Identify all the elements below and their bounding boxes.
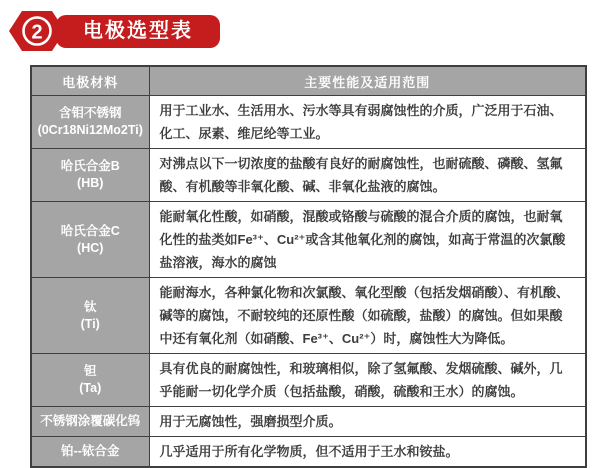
description-cell: 几乎适用于所有化学物质，但不适用于王水和铵盐。: [149, 437, 586, 468]
material-code: (HC): [77, 240, 104, 255]
page-header: [0, 0, 600, 54]
material-name: 不锈钢涂覆碳化钨: [40, 414, 141, 428]
material-name: 铂--铱合金: [61, 444, 120, 458]
material-cell: [31, 407, 149, 437]
material-cell: [31, 354, 149, 407]
table-row: [31, 96, 586, 149]
table-row: [31, 354, 586, 407]
electrode-selection-table: [30, 65, 587, 468]
table-row: [31, 149, 586, 202]
material-name: 哈氏合金C: [60, 223, 120, 238]
material-code: (0Cr18Ni12Mo2Ti): [37, 123, 143, 137]
badge-number: 2: [31, 21, 43, 44]
table-header-row: [31, 66, 586, 96]
table-row: [31, 278, 586, 354]
material-code: (Ta): [79, 381, 102, 395]
step-number-badge-icon: [8, 9, 66, 53]
material-code: (HB): [77, 176, 104, 190]
material-cell: [31, 149, 149, 202]
table-row: [31, 407, 586, 437]
material-cell: [31, 96, 149, 149]
column-header-performance: 主要性能及适用范围: [149, 66, 586, 96]
material-cell: [31, 202, 149, 278]
material-name: 哈氏合金B: [60, 159, 120, 173]
material-name: 钛: [83, 299, 97, 314]
material-name: 钽: [83, 364, 97, 378]
material-code: (Ti): [80, 316, 100, 331]
description-cell: 用于工业水、生活用水、污水等具有弱腐蚀性的介质，广泛用于石油、化工、尿素、维尼纶等工业。: [149, 96, 586, 149]
material-cell: [31, 278, 149, 354]
table-row: [31, 437, 586, 468]
material-cell: [31, 437, 149, 468]
column-header-material: 电极材料: [31, 66, 149, 96]
description-cell: 对沸点以下一切浓度的盐酸有良好的耐腐蚀性，也耐硫酸、磷酸、氢氟酸、有机酸等非氧化酸、碱、非氧化盐液的腐蚀。: [149, 149, 586, 202]
description-cell: 具有优良的耐腐蚀性，和玻璃相似，除了氢氟酸、发烟硫酸、碱外，几乎能耐一切化学介质（包括盐酸，硝酸，硫酸和王水）的腐蚀。: [149, 354, 586, 407]
description-cell: 能耐氧化性酸，如硝酸，混酸或铬酸与硫酸的混合介质的腐蚀，也耐氧化性的盐类如Fe³⁺、Cu²⁺或含其他氧化剂的腐蚀，如高于常温的次氯酸盐溶液，海水的腐蚀: [149, 202, 586, 278]
page-title: 电极选型表: [56, 15, 220, 48]
material-name: 含钼不锈钢: [58, 106, 122, 120]
description-cell: 用于无腐蚀性，强磨损型介质。: [149, 407, 586, 437]
description-cell: 能耐海水，各种氯化物和次氯酸、氧化型酸（包括发烟硝酸）、有机酸、碱等的腐蚀，不耐较纯的还原性酸（如硫酸，盐酸）的腐蚀。但如果酸中还有氧化剂（如硝酸、Fe³⁺、Cu²⁺）时，腐蚀性大为降低。: [149, 278, 586, 354]
table-row: [31, 202, 586, 278]
